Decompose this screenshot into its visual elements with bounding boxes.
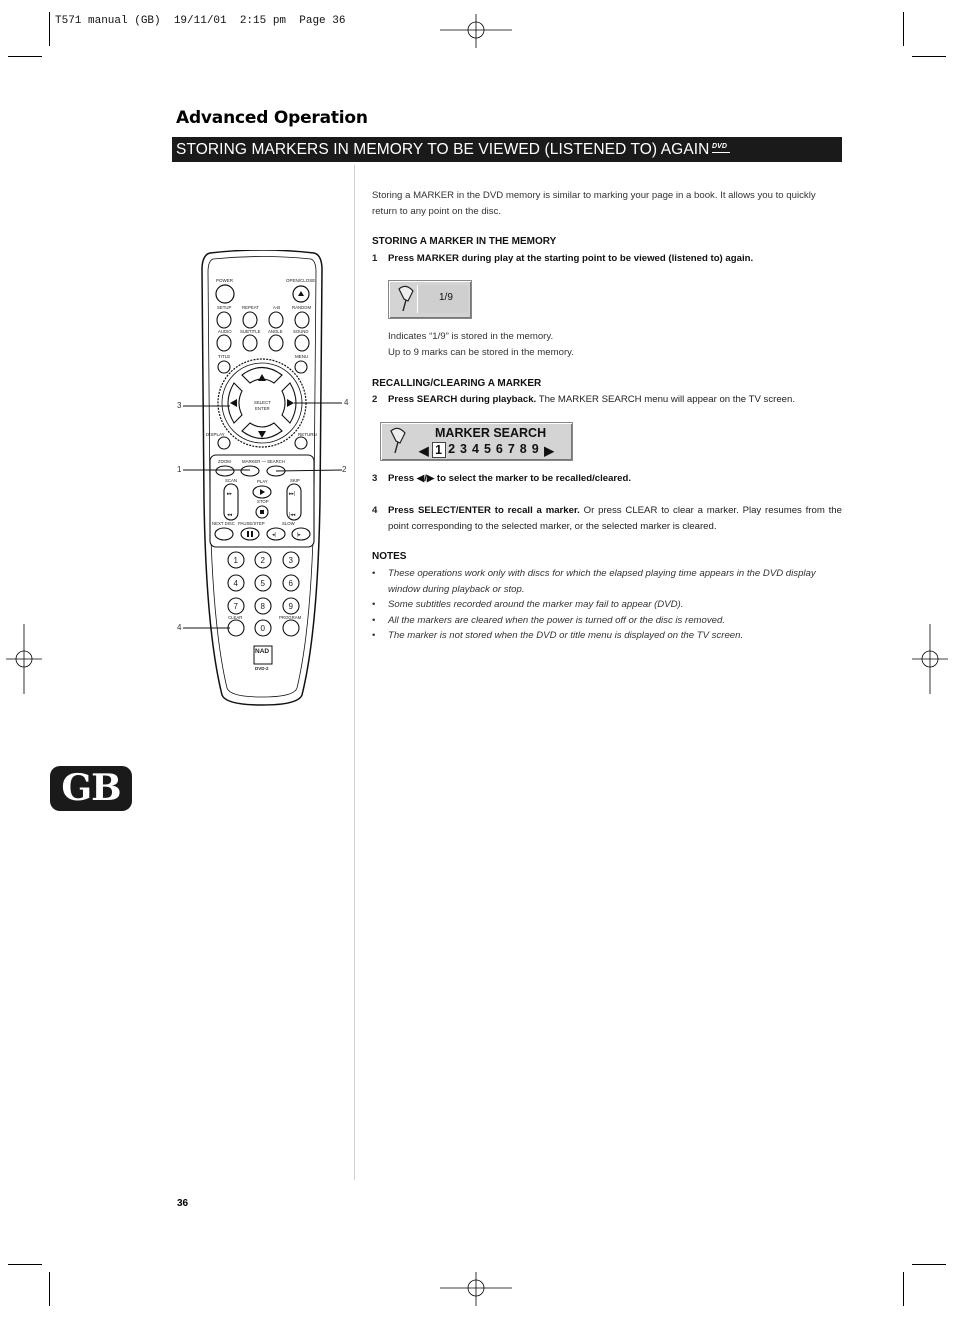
label-angle: ANGLE bbox=[268, 329, 283, 334]
note-item: • The marker is not stored when the DVD or title menu is displayed on the TV screen. bbox=[372, 628, 842, 644]
label-open-close: OPEN/CLOSE bbox=[286, 278, 316, 283]
label-power: POWER bbox=[216, 278, 234, 283]
section-title: Advanced Operation bbox=[176, 108, 368, 128]
svg-text:◂|: ◂| bbox=[272, 532, 276, 538]
note-item: • These operations work only with discs for which the elapsed playing time appears in the DVD display window during playback or stop. bbox=[372, 566, 842, 597]
label-program: PROGRAM bbox=[279, 615, 302, 620]
registration-mark-bottom bbox=[440, 1272, 512, 1306]
digit-label: 4 bbox=[233, 579, 238, 588]
osd-marker-number: 7 bbox=[507, 442, 515, 456]
step-bold: Press SELECT/ENTER to recall a marker. bbox=[388, 505, 580, 516]
banner-title-bar bbox=[172, 137, 842, 162]
callout-2: 2 bbox=[342, 465, 347, 474]
crop-mark bbox=[49, 1272, 50, 1306]
program-button bbox=[283, 620, 299, 636]
dvd-logo-text: DVD bbox=[712, 143, 728, 150]
step-1 bbox=[372, 251, 842, 267]
step-3 bbox=[372, 471, 842, 487]
menu-button bbox=[295, 361, 307, 373]
crop-mark bbox=[903, 1272, 904, 1306]
step-2 bbox=[372, 392, 842, 408]
osd-marker-number: 4 bbox=[471, 442, 479, 456]
osd-number-row bbox=[419, 442, 554, 458]
step-bold: Press SEARCH during playback. bbox=[388, 394, 537, 405]
crop-mark bbox=[8, 56, 42, 57]
sound-button bbox=[295, 335, 309, 351]
label-pause-step: PAUSE/STEP bbox=[238, 521, 265, 526]
label-random: RANDOM bbox=[292, 305, 312, 310]
registration-mark-top bbox=[440, 14, 512, 48]
step-pre: Press bbox=[388, 473, 417, 484]
svg-text:|◂◂: |◂◂ bbox=[289, 512, 296, 518]
label-select: SELECT bbox=[254, 400, 271, 405]
osd-marker-number: 2 bbox=[448, 442, 456, 456]
setup-button bbox=[217, 312, 231, 328]
label-ab: A-B bbox=[273, 305, 281, 310]
repeat-button bbox=[243, 312, 257, 328]
digit-label: 8 bbox=[260, 602, 265, 611]
label-enter: ENTER bbox=[255, 406, 270, 411]
osd-marker-number: 8 bbox=[519, 442, 527, 456]
digit-label: 9 bbox=[288, 602, 293, 611]
crop-mark bbox=[49, 12, 50, 46]
return-button bbox=[295, 437, 307, 449]
digit-label: 6 bbox=[288, 579, 293, 588]
crop-mark bbox=[912, 56, 946, 57]
label-audio: AUDIO bbox=[218, 329, 232, 334]
digit-label: 3 bbox=[288, 556, 293, 565]
angle-button bbox=[269, 335, 283, 351]
ab-button bbox=[269, 312, 283, 328]
brand-text: NAD bbox=[255, 648, 270, 655]
step-number: 2 bbox=[372, 394, 378, 405]
marker-pin-icon bbox=[395, 285, 417, 313]
svg-text:◂◂: ◂◂ bbox=[227, 512, 233, 518]
power-button bbox=[216, 285, 234, 303]
osd-marker-number: 5 bbox=[483, 442, 491, 456]
digit-label: 2 bbox=[260, 556, 265, 565]
pause-step-button bbox=[241, 528, 259, 540]
callout-3: 3 bbox=[177, 401, 182, 410]
label-return: RETURN bbox=[298, 432, 317, 437]
label-scan: SCAN bbox=[225, 478, 237, 483]
banner-title: STORING MARKERS IN MEMORY TO BE VIEWED (LISTENED TO) AGAIN bbox=[176, 141, 710, 158]
note-item: • All the markers are cleared when the power is turned off or the disc is removed. bbox=[372, 613, 842, 629]
label-subtitle: SUBTITLE bbox=[240, 329, 261, 334]
stop-icon bbox=[260, 510, 264, 514]
step-post: to select the marker to be recalled/cleared. bbox=[434, 473, 631, 484]
step-number: 4 bbox=[372, 505, 378, 516]
step-number: 1 bbox=[372, 253, 378, 264]
osd-marker-number: 9 bbox=[531, 442, 539, 456]
intro-paragraph: Storing a MARKER in the DVD memory is similar to marking your page in a book. It allows you to quickly return to any point on the disc. bbox=[372, 190, 816, 217]
osd-marker-search bbox=[380, 422, 573, 461]
arrow-right-icon: ▶ bbox=[544, 443, 554, 458]
subtitle-button bbox=[243, 335, 257, 351]
gb-language-tab: GB bbox=[50, 766, 132, 811]
step-text: Press MARKER during play at the starting point to be viewed (listened to) again. bbox=[388, 253, 754, 264]
model-text: DVD-2 bbox=[255, 666, 269, 671]
notes-list bbox=[372, 566, 842, 644]
random-button bbox=[295, 312, 309, 328]
osd-marker-number: 3 bbox=[460, 442, 467, 456]
osd-marker-number: 6 bbox=[495, 442, 503, 456]
dvd-logo-icon bbox=[712, 143, 730, 153]
osd-value: 1/9 bbox=[439, 292, 453, 303]
audio-button bbox=[217, 335, 231, 351]
label-skip: SKIP bbox=[290, 478, 300, 483]
arrow-left-icon: ◀ bbox=[419, 443, 429, 458]
registration-mark-left bbox=[6, 624, 42, 694]
left-right-arrows-icon: ◀/▶ bbox=[416, 473, 435, 484]
osd-title: MARKER SEARCH bbox=[435, 426, 547, 440]
crop-mark bbox=[912, 1264, 946, 1265]
label-marker-search: MARKER — SEARCH bbox=[242, 459, 285, 464]
page-number: 36 bbox=[177, 1198, 189, 1209]
digit-label: 5 bbox=[260, 579, 265, 588]
note-item: • Some subtitles recorded around the marker may fail to appear (DVD). bbox=[372, 597, 842, 613]
label-setup: SETUP bbox=[217, 305, 232, 310]
label-repeat: REPEAT bbox=[242, 305, 259, 310]
svg-text:|▸: |▸ bbox=[297, 532, 301, 538]
marker-button bbox=[241, 466, 259, 476]
label-title: TITLE bbox=[218, 354, 231, 359]
recalling-heading: RECALLING/CLEARING A MARKER bbox=[372, 378, 542, 389]
label-menu: MENU bbox=[295, 354, 309, 359]
slow-fwd-button bbox=[292, 528, 310, 540]
storing-heading: STORING A MARKER IN THE MEMORY bbox=[372, 236, 557, 247]
marker-pin-icon bbox=[387, 427, 409, 455]
crop-mark bbox=[903, 12, 904, 46]
notes-heading: NOTES bbox=[372, 551, 407, 562]
label-stop: STOP bbox=[257, 499, 269, 504]
slow-rev-button bbox=[267, 528, 285, 540]
next-disc-button bbox=[215, 528, 233, 540]
label-slow: SLOW bbox=[282, 521, 295, 526]
label-display: DISPLAY bbox=[206, 432, 225, 437]
label-play: PLAY bbox=[257, 479, 268, 484]
print-slug: T571 manual (GB) 19/11/01 2:15 pm Page 36 bbox=[55, 15, 346, 27]
remote-control-illustration bbox=[170, 250, 355, 710]
osd-marker-number: 1 bbox=[432, 442, 446, 458]
digit-label: 7 bbox=[233, 602, 238, 611]
label-zoom: ZOOM bbox=[218, 459, 231, 464]
crop-mark bbox=[8, 1264, 42, 1265]
title-button bbox=[218, 361, 230, 373]
label-next-disc: NEXT DISC bbox=[212, 521, 235, 526]
step-4 bbox=[372, 503, 842, 534]
step-number: 3 bbox=[372, 473, 378, 484]
label-clear: CLEAR bbox=[228, 615, 243, 620]
callout-4-left: 4 bbox=[177, 623, 182, 632]
upto-text: Up to 9 marks can be stored in the memory. bbox=[388, 347, 574, 358]
svg-text:▸▸: ▸▸ bbox=[227, 491, 233, 497]
indicates-text: Indicates “1/9” is stored in the memory. bbox=[388, 331, 554, 342]
display-button bbox=[218, 437, 230, 449]
callout-1: 1 bbox=[177, 465, 182, 474]
registration-mark-right bbox=[912, 624, 948, 694]
digit-label: 0 bbox=[260, 624, 265, 633]
clear-button bbox=[228, 620, 244, 636]
step-rest: The MARKER SEARCH menu will appear on the TV screen. bbox=[536, 394, 796, 405]
digit-label: 1 bbox=[233, 556, 238, 565]
zoom-button bbox=[216, 466, 234, 476]
label-sound: SOUND bbox=[293, 329, 309, 334]
osd-marker-stored bbox=[388, 280, 472, 319]
callout-4-right: 4 bbox=[344, 398, 349, 407]
svg-text:▸▸|: ▸▸| bbox=[289, 491, 296, 497]
step-rest: Or press CLEAR to clear a marker. Play resumes from the point corresponding to the selected marker, or the selected marker is cleared. bbox=[388, 505, 842, 532]
